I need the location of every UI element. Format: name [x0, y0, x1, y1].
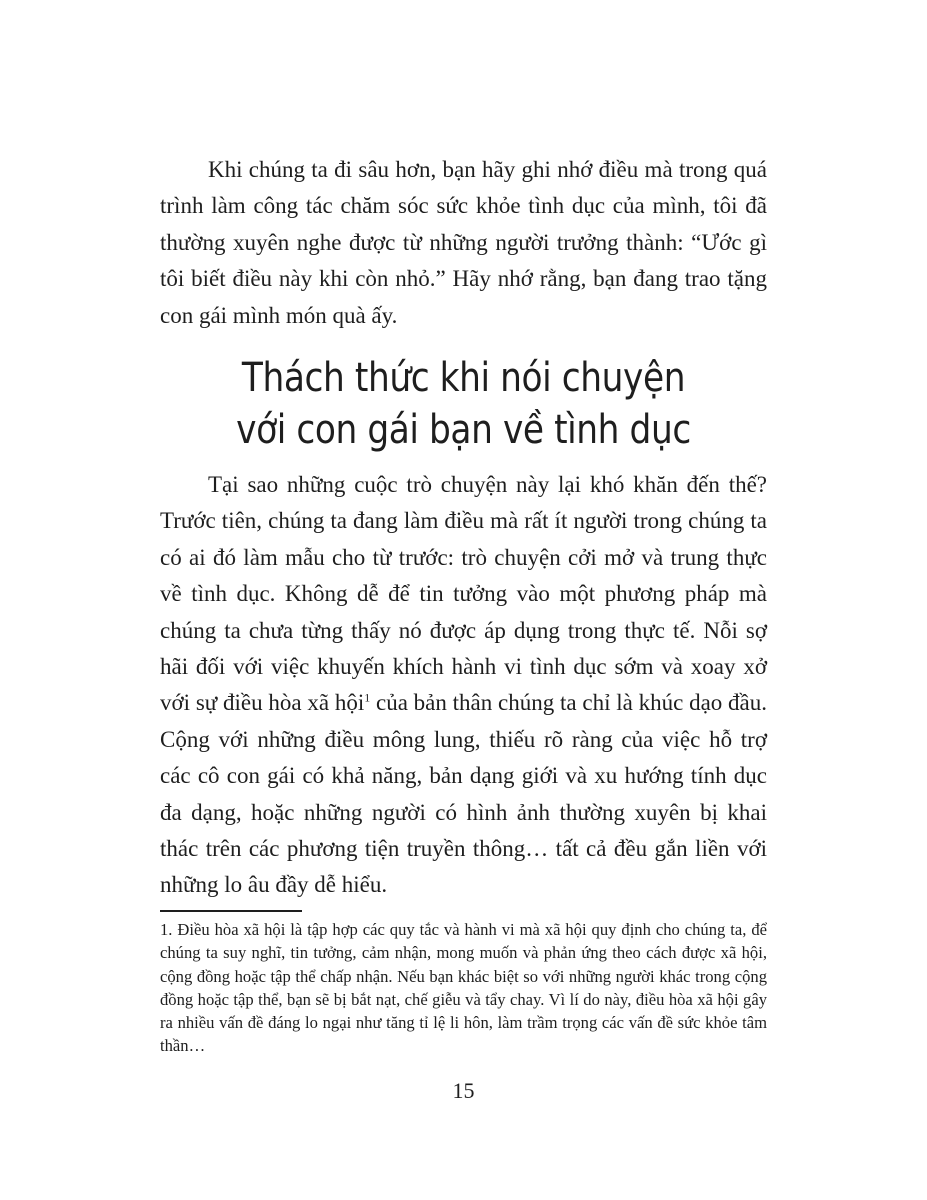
heading-line-1: Thách thức khi nói chuyện [241, 355, 686, 401]
body-paragraph-1 [160, 152, 767, 334]
paragraph-1-text: Khi chúng ta đi sâu hơn, bạn hãy ghi nhớ điều mà trong quá trình làm công tác chăm sóc sức khỏe tình dục của mình, tôi đã thường xuyên nghe được từ những người trưởng thành: “Ước gì tôi biết điều này khi còn nhỏ.” Hãy nhớ rằng, bạn đang trao tặng con gái mình món quà ấy. [160, 157, 767, 328]
body-paragraph-2 [160, 467, 767, 904]
footnote-marker: 1 [364, 690, 371, 705]
footnote: 1. Điều hòa xã hội là tập hợp các quy tắc và hành vi mà xã hội quy định cho chúng ta, để chúng ta suy nghĩ, tin tưởng, cảm nhận, mong muốn và phản ứng theo cách được xã hội, cộng đồng hoặc tập thể chấp nhận. Nếu bạn khác biệt so với những người khác trong cộng đồng hoặc tập thể, bạn sẽ bị bắt nạt, chế giễu và tẩy chay. Vì lí do này, điều hòa xã hội gây ra nhiều vấn đề đáng lo ngại như tăng tỉ lệ li hôn, làm trầm trọng các vấn đề sức khỏe tâm thần… [160, 920, 767, 1056]
paragraph-2-text-before-note: Tại sao những cuộc trò chuyện này lại khó khăn đến thế? Trước tiên, chúng ta đang làm điều mà rất ít người trong chúng ta có ai đó làm mẫu cho từ trước: trò chuyện cởi mở và trung thực về tình dục. Không dễ để tin tưởng vào một phương pháp mà chúng ta chưa từng thấy nó được áp dụng trong thực tế. Nỗi sợ hãi đối với việc khuyến khích hành vi tình dục sớm và xoay xở với sự điều hòa xã hội [160, 472, 767, 716]
section-heading [177, 352, 751, 456]
heading-line-2: với con gái bạn về tình dục [236, 407, 691, 453]
footnote-divider [160, 910, 302, 912]
paragraph-2-text-after-note: của bản thân chúng ta chỉ là khúc dạo đầu. Cộng với những điều mông lung, thiếu rõ ràng của việc hỗ trợ các cô con gái có khả năng, bản dạng giới và xu hướng tính dục đa dạng, hoặc những người có hình ảnh thường xuyên bị khai thác trên các phương tiện truyền thông… tất cả đều gắn liền với những lo âu đầy dễ hiểu. [160, 690, 767, 898]
page-number: 15 [452, 1078, 475, 1103]
